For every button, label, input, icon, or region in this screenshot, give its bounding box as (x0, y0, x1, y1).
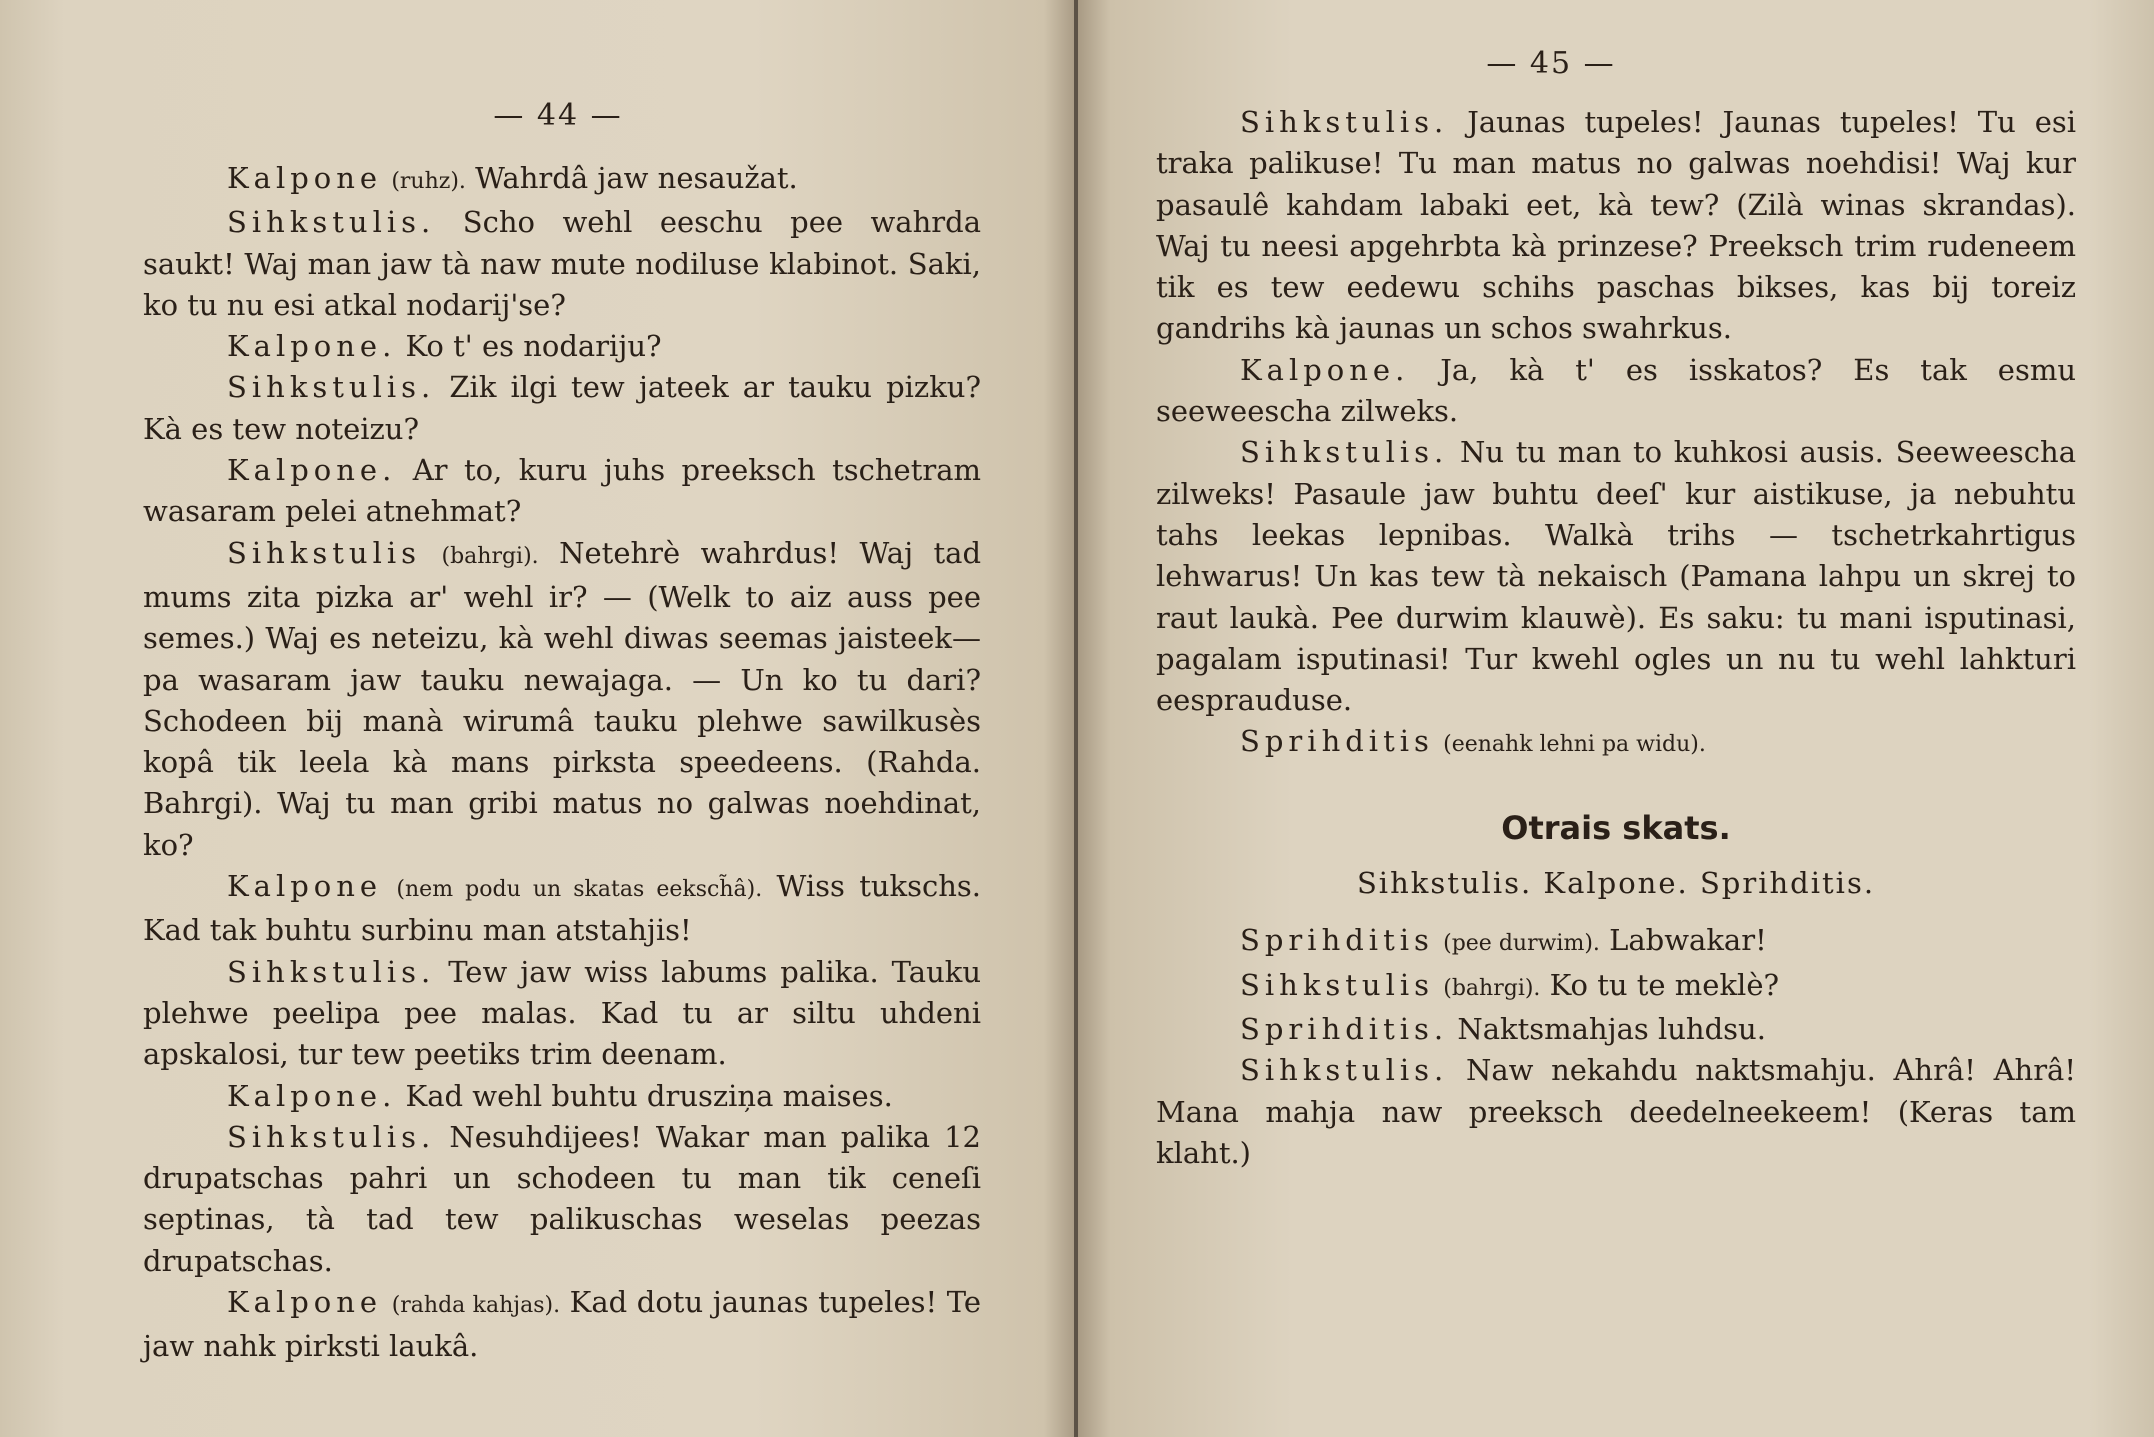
dialogue-line: Sihkstulis. Zik ilgi tew jateek ar tauku pizku? Kà es tew noteizu? (143, 370, 982, 446)
scene-heading: Otrais skats. (1501, 808, 1731, 847)
dialogue-line: Sihkstulis. Jaunas tupeles! Jaunas tupeles! Tu esi traka palikuse! Tu man matus no galwas noehdisi! Waj kur pasaulê kahdam labaki eet, kà tew? (Zilà winas skrandas). Waj tu neesi apgehrbta kà prinzese? Preeksch trim rudeneem tik es tew eedewu schihs paschas bikses, kas bij toreiz gandrihs kà jaunas un schos swahrkus. (1156, 105, 2077, 346)
dialogue-line: Kalpone (rahda kahjas). Kad dotu jaunas tupeles! Te jaw nahk pirksti laukâ. (143, 1285, 981, 1364)
dialogue-line: Kalpone. Ar to, kuru juhs preeksch tschetram wasaram pelei atnehmat? (143, 453, 982, 529)
dialogue-line: Sprihditis (eenahk lehni pa widu). (1240, 724, 1706, 759)
dialogue-line: Sihkstulis. Nesuhdijees! Wakar man palika 12 drupatschas pahri un schodeen tu man tik ceneſi septinas, tà tad tew palikuschas weselas peezas drupatschas. (143, 1119, 982, 1278)
left-page (0, 0, 1076, 1437)
dialogue-line: Kalpone (ruhz). Wahrdâ jaw nesaužat. (227, 161, 798, 195)
dialogue-line: Sihkstulis (bahrgi). Ko tu te meklè? (1240, 967, 1780, 1002)
dialogue-line: Kalpone. Ko t' es nodariju? (227, 329, 662, 364)
left-page-text (143, 158, 981, 1368)
dialogue-line: Kalpone. Ja, kà t' es isskatos? Es tak esmu seeweescha zilweks. (1156, 352, 2077, 429)
right-page-text (1156, 102, 2076, 1174)
dialogue-line: Sihkstulis. Tew jaw wiss labums palika. Tauku plehwe peelipa pee malas. Kad tu ar siltu uhdeni apskalosi, tur tew peetiks trim deenam. (143, 954, 981, 1072)
dialogue-line: Kalpone. Kad wehl buhtu drusziņa maises. (227, 1078, 893, 1113)
dialogue-line: Sprihditis (pee durwim). Labwakar! (1240, 923, 1767, 958)
dialogue-line: Kalpone (nem podu un skatas eeksch̃â). Wiss tukschs. Kad tak buhtu surbinu man atstahjis! (143, 869, 981, 948)
page-number-right: — 45 — (1486, 46, 1616, 81)
dialogue-line: Sihkstulis. Scho wehl eeschu pee wahrda saukt! Waj man jaw tà naw mute nodiluse klabinot. Saki, ko tu nu esi atkal nodarij'se? (143, 205, 981, 322)
dialogue-line: Sihkstulis (bahrgi). Netehrè wahrdus! Waj tad mums zita pizka ar' wehl ir? — (Welk to aiz auss pee semes.) Waj es neteizu, kà wehl diwas seemas jaisteek— pa wasaram jaw tauku newajaga. — Un ko tu dari? Schodeen bij manà wirumâ tauku plehwe sawilkusès kopâ tik leela kà mans pirksta speedeens. (Rahda. Bahrgi). Waj tu man gribi matus no galwas noehdinat, ko? (143, 535, 982, 862)
dialogue-line: Sihkstulis. Naw nekahdu naktsmahju. Ahrâ! Ahrâ! Mana mahja naw preeksch deedelneekeem! (Keras tam klaht.) (1156, 1053, 2076, 1170)
dialogue-line: Sprihditis. Naktsmahjas luhdsu. (1240, 1011, 1766, 1046)
cast-list: Sihkstulis. Kalpone. Sprihditis. (1356, 866, 1876, 901)
dialogue-line: Sihkstulis. Nu tu man to kuhkosi ausis. Seeweescha zilweks! Pasaule jaw buhtu deeſ' kur aistikuse, ja nebuhtu tahs leekas lepnibas. Walkà trihs — tschetrkahrtigus lehwarus! Un kas tew tà nekaisch (Pamana lahpu un skrej to raut laukà. Pee durwim klauwè). Es saku: tu mani isputinasi, pagalam isputinasi! Tur kwehl ogles un nu tu wehl lahkturi eesprauduse. (1156, 435, 2076, 718)
right-page (1078, 0, 2154, 1437)
page-number-left: — 44 — (493, 98, 623, 133)
